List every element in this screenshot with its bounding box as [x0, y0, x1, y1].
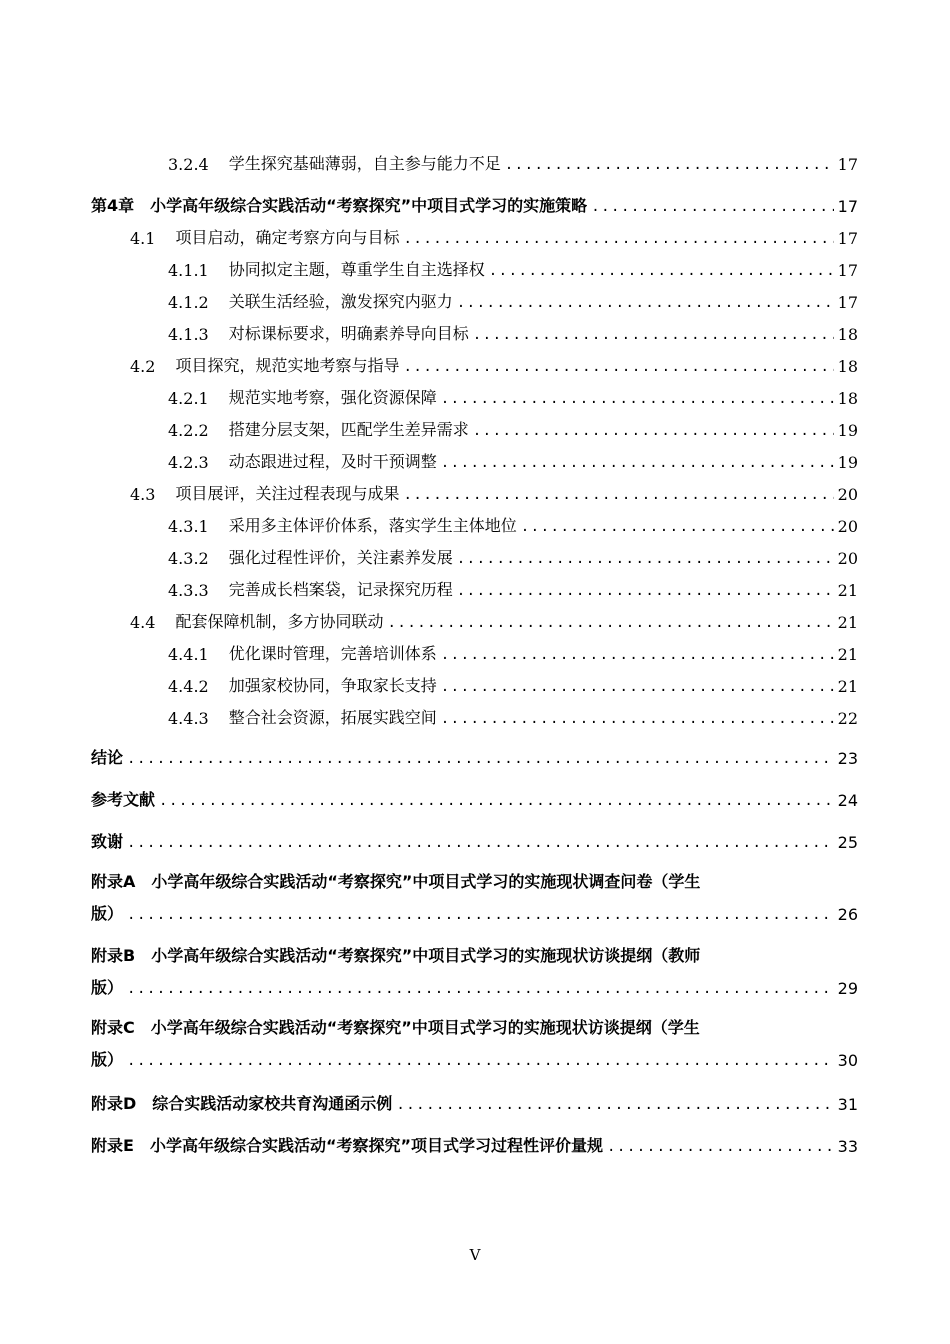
toc-entry[interactable]	[0, 704, 950, 728]
toc-entry-number: 4.3.1	[168, 517, 209, 536]
toc-entry-number: 4.3.3	[168, 581, 209, 600]
toc-entry-page: 24	[837, 791, 858, 810]
toc-entry-number: 附录D	[91, 1094, 137, 1113]
toc-entry[interactable]	[0, 320, 950, 344]
toc-entry-page: 17	[837, 261, 858, 280]
dot-leader	[473, 422, 834, 440]
toc-entry-title: 项目探究，规范实地考察与指导	[175, 356, 400, 375]
toc-entry[interactable]	[0, 192, 950, 216]
dot-leader	[127, 750, 834, 768]
toc-entry-page: 18	[837, 357, 858, 376]
toc-entry-title-continuation: 版）	[91, 1050, 124, 1069]
toc-entry[interactable]	[0, 544, 950, 568]
toc-entry-continuation[interactable]	[0, 1046, 950, 1070]
toc-entry-title: 采用多主体评价体系，落实学生主体地位	[228, 516, 517, 535]
toc-entry-page: 17	[837, 197, 858, 216]
toc-entry-number: 3.2.4	[168, 155, 209, 174]
dot-leader	[441, 710, 834, 728]
dot-leader	[127, 834, 834, 852]
toc-entry-title: 学生探究基础薄弱，自主参与能力不足	[228, 154, 501, 173]
dot-leader	[607, 1138, 834, 1156]
dot-leader	[403, 358, 833, 376]
toc-entry[interactable]	[0, 256, 950, 280]
toc-entry-title: 致谢	[91, 832, 124, 851]
toc-entry-title: 强化过程性评价，关注素养发展	[228, 548, 453, 567]
toc-entry-page: 20	[837, 549, 858, 568]
dot-leader	[457, 582, 834, 600]
dot-leader	[505, 156, 834, 174]
toc-entry-title: 优化课时管理，完善培训体系	[228, 644, 437, 663]
toc-entry-title: 关联生活经验，激发探究内驱力	[228, 292, 453, 311]
toc-entry-page: 31	[837, 1095, 858, 1114]
toc-entry-title: 动态跟进过程，及时干预调整	[228, 452, 437, 471]
toc-entry[interactable]	[0, 744, 950, 768]
toc-entry-title: 小学高年级综合实践活动“考察探究”中项目式学习的实施现状调查问卷（学生	[151, 872, 701, 891]
toc-entry-number: 第4章	[91, 196, 135, 215]
toc-entry-number: 附录C	[91, 1018, 135, 1037]
toc-entry-page: 26	[837, 905, 858, 924]
dot-leader	[441, 678, 834, 696]
toc-entry-number: 4.4.3	[168, 709, 209, 728]
toc-entry-number: 4.2.2	[168, 421, 209, 440]
page-footer-number: V	[469, 1246, 481, 1264]
toc-entry-page: 18	[837, 389, 858, 408]
toc-entry-continuation[interactable]	[0, 900, 950, 924]
dot-leader	[403, 486, 833, 504]
toc-entry-title: 小学高年级综合实践活动“考察探究”项目式学习过程性评价量规	[149, 1136, 603, 1155]
toc-entry-number: 4.2	[130, 357, 156, 376]
toc-entry[interactable]	[0, 150, 950, 174]
toc-entry-continuation[interactable]	[0, 974, 950, 998]
toc-entry-number: 附录B	[91, 946, 136, 965]
toc-entry-page: 21	[837, 581, 858, 600]
toc-entry[interactable]	[0, 1014, 950, 1038]
toc-entry-title: 参考文献	[91, 790, 156, 809]
dot-leader	[127, 1052, 834, 1070]
toc-entry-page: 30	[837, 1051, 858, 1070]
toc-entry-number: 4.4	[130, 613, 156, 632]
dot-leader	[473, 326, 834, 344]
toc-entry[interactable]	[0, 640, 950, 664]
dot-leader	[403, 230, 833, 248]
toc-entry-number: 附录A	[91, 872, 136, 891]
toc-entry[interactable]	[0, 942, 950, 966]
toc-entry-title: 整合社会资源，拓展实践空间	[228, 708, 437, 727]
toc-entry-page: 20	[837, 517, 858, 536]
toc-entry-title: 项目展评，关注过程表现与成果	[175, 484, 400, 503]
toc-entry-title: 协同拟定主题，尊重学生自主选择权	[228, 260, 485, 279]
toc-entry-page: 33	[837, 1137, 858, 1156]
toc-entry-number: 4.3.2	[168, 549, 209, 568]
toc-entry[interactable]	[0, 352, 950, 376]
toc-entry[interactable]	[0, 480, 950, 504]
dot-leader	[441, 646, 834, 664]
toc-entry-number: 4.1.3	[168, 325, 209, 344]
toc-entry[interactable]	[0, 416, 950, 440]
toc-entry[interactable]	[0, 1090, 950, 1114]
toc-entry[interactable]	[0, 384, 950, 408]
toc-entry-number: 附录E	[91, 1136, 134, 1155]
dot-leader	[396, 1096, 833, 1114]
toc-entry[interactable]	[0, 512, 950, 536]
dot-leader	[159, 792, 834, 810]
toc-entry-page: 23	[837, 749, 858, 768]
toc-entry-page: 18	[837, 325, 858, 344]
toc-entry-page: 19	[837, 421, 858, 440]
toc-entry-number: 4.2.1	[168, 389, 209, 408]
toc-entry-page: 17	[837, 155, 858, 174]
dot-leader	[457, 294, 834, 312]
toc-entry-title: 加强家校协同，争取家长支持	[228, 676, 437, 695]
toc-entry[interactable]	[0, 868, 950, 892]
toc-entry-title: 小学高年级综合实践活动“考察探究”中项目式学习的实施策略	[150, 196, 588, 215]
toc-entry-title: 对标课标要求，明确素养导向目标	[228, 324, 469, 343]
toc-entry[interactable]	[0, 828, 950, 852]
dot-leader	[127, 980, 834, 998]
toc-entry[interactable]	[0, 576, 950, 600]
toc-entry-page: 25	[837, 833, 858, 852]
toc-entry-title: 搭建分层支架，匹配学生差异需求	[228, 420, 469, 439]
toc-entry-page: 20	[837, 485, 858, 504]
toc-entry[interactable]	[0, 224, 950, 248]
dot-leader	[457, 550, 834, 568]
dot-leader	[521, 518, 834, 536]
toc-entry-number: 4.4.2	[168, 677, 209, 696]
toc-entry-page: 17	[837, 293, 858, 312]
toc-entry[interactable]	[0, 1132, 950, 1156]
dot-leader	[489, 262, 834, 280]
toc-entry-number: 4.3	[130, 485, 156, 504]
toc-entry-title: 综合实践活动家校共育沟通函示例	[152, 1094, 393, 1113]
toc-entry-number: 4.1.1	[168, 261, 209, 280]
toc-entry-title: 配套保障机制，多方协同联动	[175, 612, 384, 631]
toc-entry[interactable]	[0, 672, 950, 696]
toc-entry-title: 小学高年级综合实践活动“考察探究”中项目式学习的实施现状访谈提纲（教师	[151, 946, 701, 965]
toc-entry-title: 项目启动，确定考察方向与目标	[175, 228, 400, 247]
toc-entry[interactable]	[0, 448, 950, 472]
toc-entry-page: 21	[837, 645, 858, 664]
toc-entry-title: 完善成长档案袋，记录探究历程	[228, 580, 453, 599]
toc-entry-number: 4.4.1	[168, 645, 209, 664]
dot-leader	[387, 614, 833, 632]
toc-entry-page: 29	[837, 979, 858, 998]
toc-entry-page: 17	[837, 229, 858, 248]
dot-leader	[127, 906, 834, 924]
toc-entry-title-continuation: 版）	[91, 904, 124, 923]
dot-leader	[441, 390, 834, 408]
toc-entry-page: 22	[837, 709, 858, 728]
toc-entry-title-continuation: 版）	[91, 978, 124, 997]
toc-entry[interactable]	[0, 288, 950, 312]
toc-entry-number: 4.1.2	[168, 293, 209, 312]
toc-entry[interactable]	[0, 786, 950, 810]
toc-entry-page: 21	[837, 677, 858, 696]
toc-entry-number: 4.2.3	[168, 453, 209, 472]
toc-entry-title: 规范实地考察，强化资源保障	[228, 388, 437, 407]
toc-entry-page: 19	[837, 453, 858, 472]
dot-leader	[591, 198, 833, 216]
dot-leader	[441, 454, 834, 472]
toc-entry-page: 21	[837, 613, 858, 632]
toc-entry-title: 结论	[91, 748, 124, 767]
toc-entry-number: 4.1	[130, 229, 156, 248]
toc-entry[interactable]	[0, 608, 950, 632]
toc-entry-title: 小学高年级综合实践活动“考察探究”中项目式学习的实施现状访谈提纲（学生	[150, 1018, 700, 1037]
